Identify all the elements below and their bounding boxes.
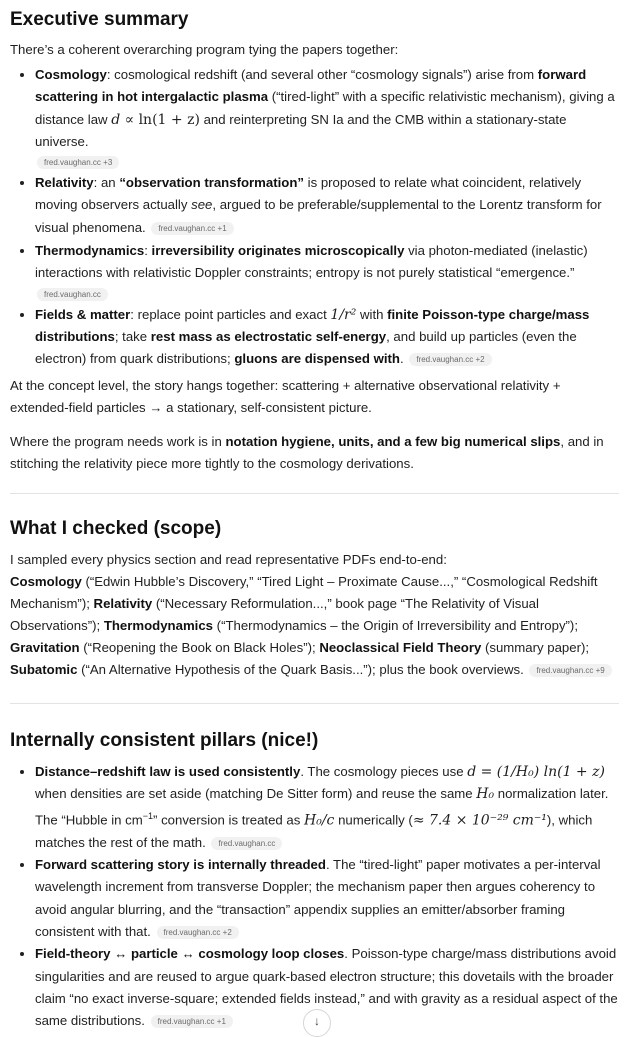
scope-section — [10, 494, 619, 681]
source-chip[interactable]: fred.vaughan.cc +2 — [157, 926, 239, 939]
needs-work-paragraph: Where the program needs work is in notation hygiene, units, and a few big numerical slips, and in stitching the relativity piece more tightly to the cosmology derivations. — [10, 433, 604, 471]
math-distance-law: d ∝ ln(1 + z) — [111, 111, 200, 128]
source-chip[interactable]: fred.vaughan.cc — [37, 288, 108, 301]
summary-list — [10, 64, 619, 371]
item-label: Fields & matter — [35, 306, 131, 322]
arrow-down-icon: ↓ — [314, 1014, 320, 1028]
list-item-fields-matter: • Fields & matter: replace point particles and exact 1/r² with finite Poisson-type charge/mass distributions; take rest mass as electrostatic self-energy, and build up particles (even the electron) from quark distributions; gluons are dispensed with. fred.vaughan.cc +2 — [35, 304, 619, 371]
section-title-executive-summary: Executive summary — [10, 9, 189, 30]
intro-text: There’s a coherent overarching program tying the papers together: — [10, 42, 399, 57]
source-chip[interactable]: fred.vaughan.cc +9 — [529, 664, 611, 677]
list-item-field-theory-loop: • Field-theory ↔ particle ↔ cosmology loop closes. Poisson-type charge/mass distributions avoid singularities and are reused to argue quark-based electron structure; this dovetails with the broader claim “no exact inverse-square; extended fields instead,” and with gravity as a residual aspect of the same distributions. fred.vaughan.cc +1 — [35, 943, 619, 1032]
pillars-section — [10, 704, 619, 1033]
scope-text: I sampled every physics section and read representative PDFs end-to-end: Cosmology (“Edwin Hubble’s Discovery,” “Tired Light – Proximate Cause...,” “Cosmological Redshift Mechanism”); Relativity (“Necessary Reformulation...,” book page “The Relativity of Visual Observations”); Thermodynamics (“Thermodynamics – the Origin of Irreversibility and Entropy”); Gravitation (“Reopening the Book on Black Holes”); Neoclassical Field Theory (summary paper); Subatomic (“An Alternative Hypothesis of the Quark Basis...”); plus the book overviews. fred.vaughan.cc +9 — [10, 549, 619, 681]
item-label: Relativity — [35, 175, 94, 191]
list-item-forward-scattering: • Forward scattering story is internally threaded. The “tired-light” paper motivates a per-interval wavelength increment from transverse Doppler; the mechanism paper then argues coherency to avoid angular blurring, and the “transaction” appendix supplies an emitter/absorber framing consistent with that. fred.vaughan.cc +2 — [35, 854, 619, 943]
item-label: Thermodynamics — [35, 243, 145, 259]
math-distance-equation: d = (1/H₀) ln(1 + z) — [467, 763, 605, 780]
source-chip[interactable]: fred.vaughan.cc +1 — [151, 222, 233, 235]
list-item-cosmology: • Cosmology: cosmological redshift (and several other “cosmology signals”) arise from forward scattering in hot intergalactic plasma (“tired-light” with a specific relativistic mechanism), giving a distance law d ∝ ln(1 + z) and reinterpreting SN Ia and the CMB within a stationary-state universe. fred.vaughan.cc +3 — [35, 64, 619, 171]
source-chip[interactable]: fred.vaughan.cc — [211, 837, 282, 850]
concept-paragraph: At the concept level, the story hangs together: scattering + alternative observational relativity + extended-field particles → a stationary, self-consistent picture. — [10, 377, 561, 415]
list-item-distance-redshift: • Distance–redshift law is used consistently. The cosmology pieces use d = (1/H₀) ln(1 + z) when densities are set aside (matching De Sitter form) and reuse the same H₀ normalization later. The “Hubble in $cm^{-1}$” conversion is treated as H₀/c numerically (≈ 7.4 × 10⁻²⁹ cm⁻¹), which matches the rest of the math. fred.vaughan.cc — [35, 761, 619, 855]
executive-summary-section — [10, 8, 619, 475]
scroll-down-button[interactable] — [303, 1009, 331, 1037]
pillars-list — [10, 761, 619, 1033]
source-chip[interactable]: fred.vaughan.cc +3 — [37, 156, 119, 169]
list-item-relativity: • Relativity: an “observation transformation” is proposed to relate what coincident, relatively moving observers actually see, argued to be preferable/supplemental to the Lorentz transform for visual phenomena. fred.vaughan.cc +1 — [35, 172, 619, 239]
math-inverse-square: 1/r² — [330, 306, 357, 323]
list-item-thermodynamics: • Thermodynamics: irreversibility originates microscopically via photon-mediated (inelastic) interactions with relativistic Doppler constraints; entropy is not purely statistical “emergence.” fred.vaughan.cc — [35, 240, 619, 303]
section-title-scope: What I checked (scope) — [10, 517, 222, 539]
section-title-pillars: Internally consistent pillars (nice!) — [10, 729, 319, 751]
source-chip[interactable]: fred.vaughan.cc +1 — [151, 1015, 233, 1028]
item-label: Cosmology — [35, 67, 107, 82]
source-chip[interactable]: fred.vaughan.cc +2 — [409, 353, 491, 366]
